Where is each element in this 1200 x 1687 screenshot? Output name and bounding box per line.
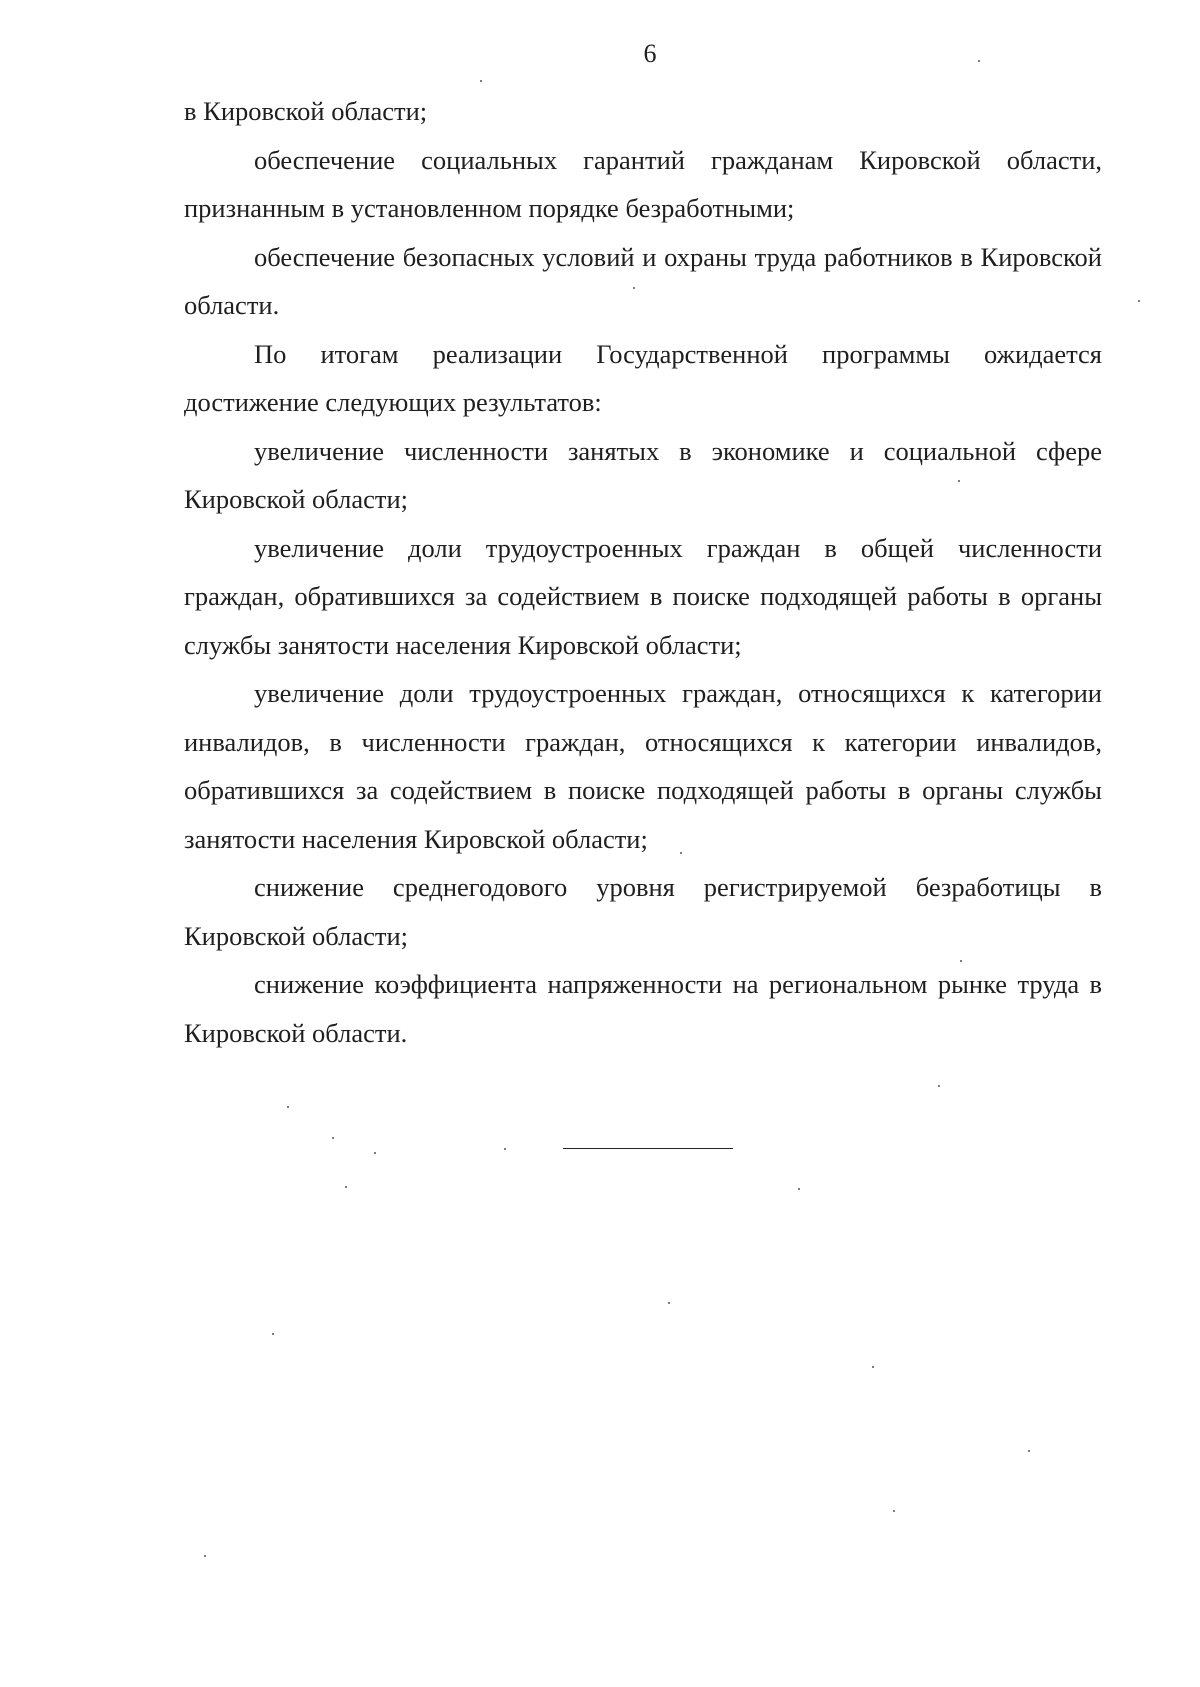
- scan-speck: [204, 1555, 206, 1557]
- scan-speck: [272, 1333, 274, 1335]
- scan-speck: [1138, 300, 1140, 302]
- end-of-text-rule: [563, 1148, 733, 1149]
- scan-speck: [504, 1148, 506, 1150]
- scan-speck: [958, 480, 960, 482]
- scan-speck: [287, 1106, 289, 1108]
- scan-speck: [680, 852, 682, 854]
- scan-speck: [668, 1302, 670, 1304]
- paragraph-labor-safety: обеспечение безопасных условий и охраны труда работников в Кировской области.: [184, 241, 1102, 320]
- paragraph-unemployment-reduction: снижение среднегодового уровня регистрируемой безработицы в Кировской области;: [184, 872, 1102, 951]
- paragraph-social-guarantees: обеспечение социальных гарантий гражданам Кировской области, признанным в установленном порядке безработными;: [184, 144, 1102, 223]
- paragraph-expected-results-intro: По итогам реализации Государственной программы ожидается достижение следующих результатов:: [184, 338, 1102, 417]
- scan-speck: [872, 1366, 874, 1368]
- scan-speck: [938, 1085, 940, 1087]
- paragraph-disabled-employed-share: увеличение доли трудоустроенных граждан, относящихся к категории инвалидов, в численности граждан, относящихся к категории инвалидов, обратившихся за содействием в поиске подходящей работы в органы службы занятости населения Кировской области;: [184, 678, 1102, 854]
- document-body: [184, 87, 1102, 1057]
- scan-speck: [633, 287, 635, 289]
- page-number: 6: [643, 39, 657, 68]
- paragraph-employed-share: увеличение доли трудоустроенных граждан в общей численности граждан, обратившихся за содействием в поиске подходящей работы в органы службы занятости населения Кировской области;: [184, 532, 1102, 660]
- scan-speck: [332, 1137, 334, 1139]
- scan-speck: [1028, 1450, 1030, 1452]
- scan-speck: [960, 960, 962, 962]
- scan-speck: [978, 60, 980, 62]
- paragraph-employment-growth: увеличение численности занятых в экономике и социальной сфере Кировской области;: [184, 435, 1102, 514]
- scan-speck: [374, 1152, 376, 1154]
- paragraph-tension-coefficient: снижение коэффициента напряженности на региональном рынке труда в Кировской области.: [184, 969, 1102, 1048]
- paragraph-continuation: в Кировской области;: [184, 96, 428, 126]
- scan-speck: [345, 1186, 347, 1188]
- scan-speck: [893, 1510, 895, 1512]
- scan-speck: [798, 1188, 800, 1190]
- scan-speck: [480, 80, 482, 82]
